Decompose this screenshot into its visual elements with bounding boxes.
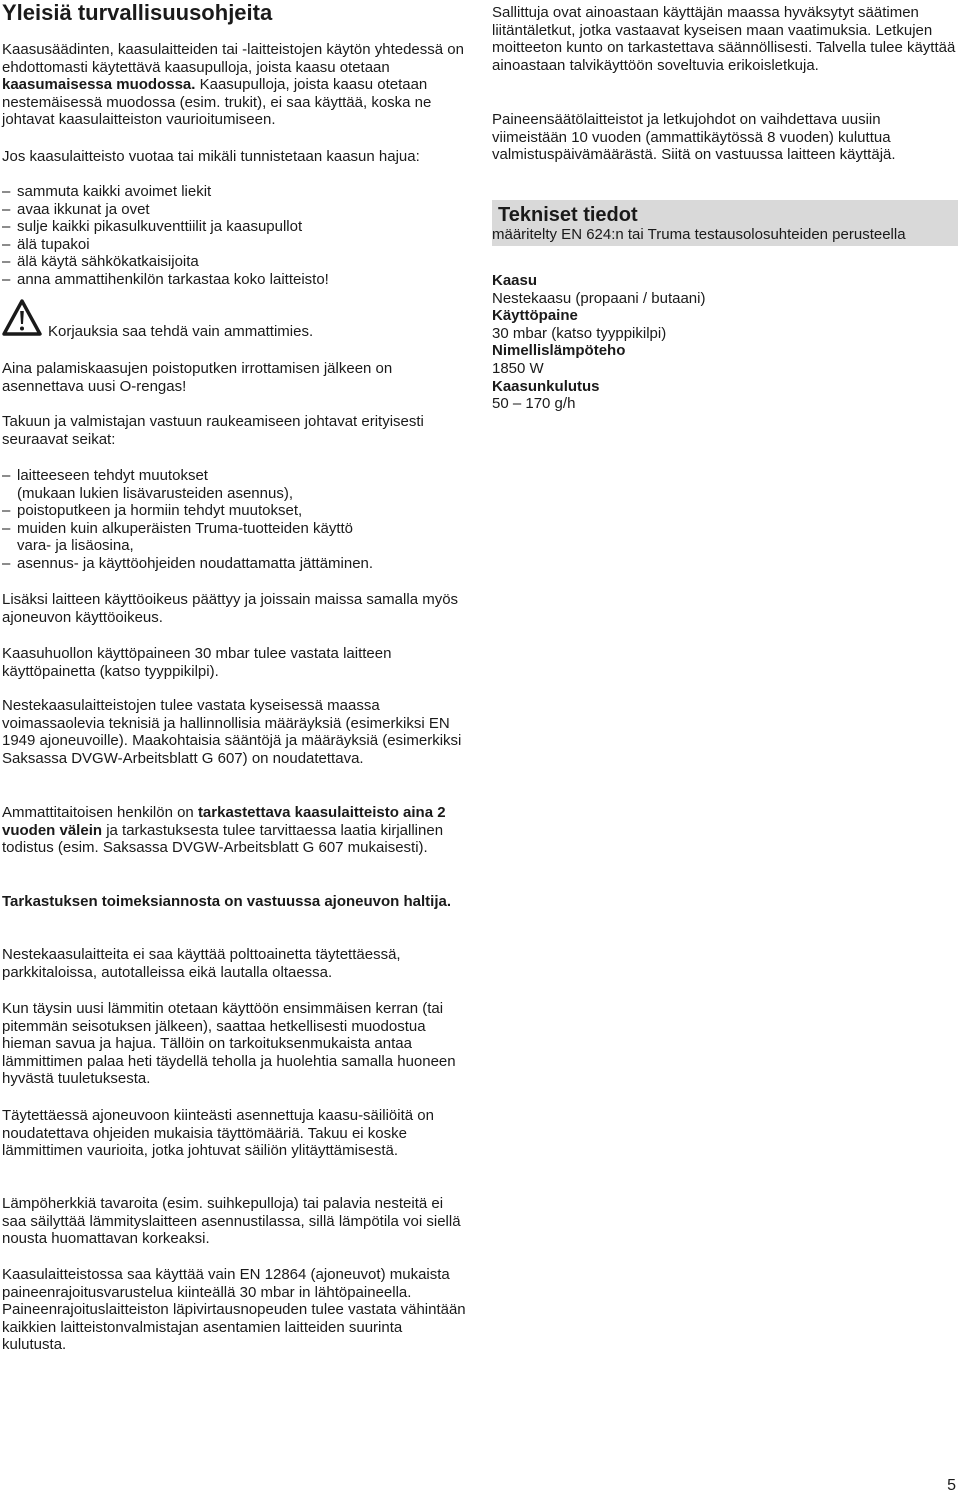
spec-value: 30 mbar (katso tyyppikilpi) [492,324,667,342]
regulators-paragraph: Paineensäätölaitteistot ja letkujohdot on vaihdettava uusiin viimeistään 10 vuoden (ammattikäytössä 8 vuoden) kuluttua valmistuspäivämäärästä. Siitä on vastuussa laitteen käyttäjä. [492,111,896,164]
list-item-text: asennus- ja käyttöohjeiden noudattamatta jättäminen. [17,554,374,572]
pressure-paragraph: Kaasuhuollon käyttöpaineen 30 mbar tulee vastata laitteen käyttöpainetta (katso tyyppikilpi). [2,645,392,680]
spec-list [492,272,705,413]
list-item-text: avaa ikkunat ja ovet [17,200,150,218]
tank-paragraph: Täytettäessä ajoneuvoon kiinteästi asennettuja kaasu-säiliöitä on noudatettava ohjeiden mukaisia täyttömääriä. Takuu ei koske lämmittimen vaurioita, jotka johtuvat säiliön ylitäyttämisestä. [2,1107,434,1160]
inspection-bold: tarkastettava kaasulaitteisto aina 2 vuoden välein [2,804,446,839]
intro-text-a: Kaasusäädinten, kaasulaitteiden tai -laitteistojen käytön yhtedessä on ehdottomasti käytettävä kaasupulloja, joista kaasu otetaan [2,41,464,76]
spec-value: 1850 W [492,359,544,377]
list-item-text: laitteeseen tehdyt muutokset [17,467,208,484]
dash-marker: – [2,270,11,288]
list-item [2,253,329,271]
list-item [2,183,329,201]
lpg-regulations-paragraph: Nestekaasulaitteistojen tulee vastata kyseisessä maassa voimassaolevia teknisiä ja hallinnollisia määräyksiä (esimerkiksi EN 1949 ajoneuvoille). Maakohtaisia sääntöjä ja määräyksiä (esimerkiksi Saksassa DVGW-Arbeitsblatt G 607) on noudatettava. [2,697,462,767]
warning-text: Korjauksia saa tehdä vain ammattimies. [48,323,314,340]
list-item-continuation: vara- ja lisäosina, [17,537,134,555]
list-item [2,520,373,538]
leak-steps-list [2,183,329,289]
dash-marker: – [2,218,11,236]
page-number: 5 [947,1477,956,1494]
dash-marker: – [2,253,11,271]
permit-paragraph: Lisäksi laitteen käyttöoikeus päättyy ja joissain maissa samalla myös ajoneuvon käyttöoikeus. [2,591,459,626]
tech-data-subtitle: määritelty EN 624:n tai Truma testausolosuhteiden perusteella [492,226,906,243]
intro-paragraph [2,41,470,129]
oring-paragraph: Aina palamiskaasujen poistoputken irrottamisen jälkeen on asennettava uusi O-rengas! [2,360,393,395]
list-item [2,236,329,254]
dash-marker: – [2,519,11,537]
list-item-text: älä käytä sähkökatkaisijoita [17,253,199,271]
list-item-text: sammuta kaikki avoimet liekit [17,183,212,200]
intro-text-b: Kaasupulloja, joista kaasu otetaan nestemäisessä muodossa (esim. trukit), ei saa käyttää, koska ne johtavat kaasulaitteiston vaurioitumiseen. [2,76,432,129]
dash-marker: – [2,502,11,520]
first-use-paragraph: Kun täysin uusi lämmitin otetaan käyttöön ensimmäisen kerran (tai pitemmän seisotuksen jälkeen), saattaa hetkellisesti muodostua hieman savua ja hajua. Tällöin on tarkoituksenmukaista antaa lämmittimen palaa heti täydellä teholla ja huolehtia samalla huoneen hyvästä tuuletuksesta. [2,1000,456,1088]
list-item [2,467,373,485]
en12864-paragraph: Kaasulaitteistossa saa käyttää vain EN 12864 (ajoneuvot) mukaista paineenrajoitusvarustelua kiinteällä 30 mbar in lähtöpaineella. Paineenrajoituslaitteiston läpivirtausnopeuden tulee vastata vähintään kaikkien laitteistonvalmistajan asentamien laitteiden suurinta kulutusta. [2,1266,466,1354]
list-item [2,271,329,289]
list-item-text: sulje kaikki pikasulkuventtiilit ja kaasupullot [17,218,303,236]
tech-data-title: Tekniset tiedot [498,204,638,226]
list-item [2,218,329,236]
dash-marker: – [2,183,11,200]
owner-responsibility: Tarkastuksen toimeksiannosta on vastuussa ajoneuvon haltija. [2,893,452,910]
leak-intro: Jos kaasulaitteisto vuotaa tai mikäli tunnistetaan kaasun hajua: [2,148,420,165]
list-item-text: älä tupakoi [17,235,90,253]
spec-label: Kaasu [492,272,538,289]
list-item [2,201,329,219]
warranty-intro: Takuun ja valmistajan vastuun raukeamiseen johtavat erityisesti seuraavat seikat: [2,413,424,448]
spec-value: Nestekaasu (propaani / butaani) [492,289,706,307]
spec-label: Käyttöpaine [492,307,578,325]
dash-marker: – [2,554,11,572]
heat-sensitive-paragraph: Lämpöherkkiä tavaroita (esim. suihkepulloja) tai palavia nesteitä ei saa säilyttää lämmityslaitteen asennustilassa, sillä lämpötila voi siellä nousta huomattavan korkeaksi. [2,1195,461,1248]
inspection-text-a: Ammattitaitoisen henkilön on [2,804,198,821]
dash-marker: – [2,235,11,253]
spec-label: Kaasunkulutus [492,377,600,395]
list-item-text: poistoputkeen ja hormiin tehdyt muutokset, [17,502,303,520]
dash-marker: – [2,467,11,484]
list-item-text: anna ammattihenkilön tarkastaa koko laitteisto! [17,270,329,288]
list-item [2,555,373,573]
warning-triangle-icon [2,299,42,337]
list-item-continuation: (mukaan lukien lisävarusteiden asennus), [17,484,293,502]
spec-label: Nimellislämpöteho [492,342,626,360]
page-title: Yleisiä turvallisuusohjeita [2,0,273,25]
warning-note [2,299,470,339]
warranty-list [2,467,373,573]
list-item [2,502,373,520]
spec-value: 50 – 170 g/h [492,395,576,413]
list-item-text: muiden kuin alkuperäisten Truma-tuotteiden käyttö [17,519,354,537]
dash-marker: – [2,200,11,218]
tech-data-header [492,200,958,246]
inspection-paragraph [2,804,470,857]
intro-bold: kaasumaisessa muodossa. [2,76,196,94]
inspection-text-b: ja tarkastuksesta tulee tarvittaessa laatia kirjallinen todistus (esim. Saksassa DVGW-Arbeitsblatt G 607 mukaisesti). [2,821,444,857]
hoses-paragraph: Sallittuja ovat ainoastaan käyttäjän maassa hyväksytyt säätimen liitäntäletkut, jotka vastaavat kyseisen maan vaatimuksia. Letkujen moitteeton kunto on tarkastettava säännöllisesti. Talvella tulee käyttää ainoastaan talvikäyttöön soveltuvia erikoisletkuja. [492,4,956,74]
fuel-paragraph: Nestekaasulaitteita ei saa käyttää polttoainetta täytettäessä, parkkitaloissa, autotalleissa eikä lautalla oltaessa. [2,946,401,981]
